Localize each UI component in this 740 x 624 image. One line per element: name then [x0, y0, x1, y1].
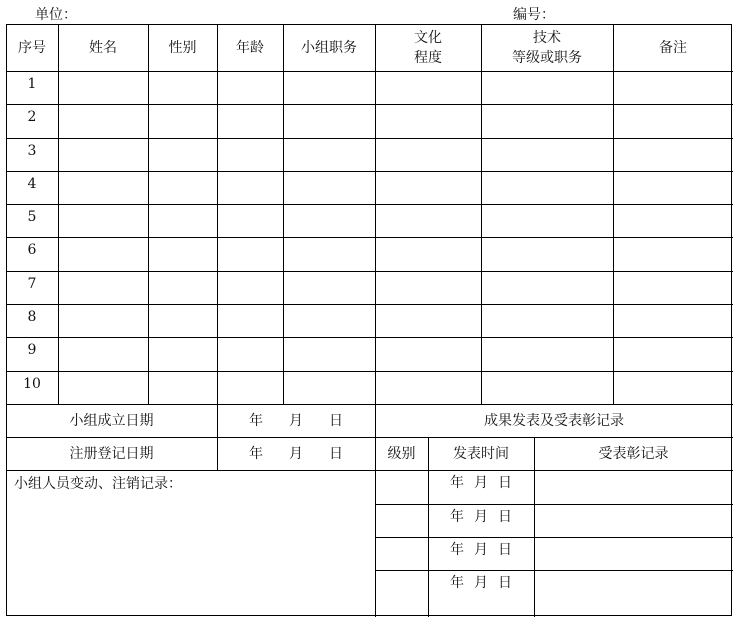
header-line: 程度: [414, 49, 442, 66]
level-cell[interactable]: [375, 504, 429, 538]
input-cell[interactable]: [148, 337, 218, 372]
year-label: 年: [450, 509, 464, 525]
level-cell[interactable]: [375, 537, 429, 571]
input-cell[interactable]: [148, 371, 218, 405]
input-cell[interactable]: [58, 171, 149, 205]
commendation-cell[interactable]: [534, 470, 733, 505]
header-line: 文化: [414, 29, 442, 46]
input-cell[interactable]: [148, 138, 218, 172]
row-number: 7: [6, 271, 59, 305]
col-header-name: 姓名: [58, 24, 149, 72]
year-label: 年: [450, 542, 464, 558]
row-number: 10: [6, 371, 59, 405]
level-header: 级别: [375, 437, 429, 471]
col-header-seq: 序号: [6, 24, 59, 72]
input-cell[interactable]: [283, 337, 376, 372]
input-cell[interactable]: [58, 104, 149, 139]
year-label: 年: [450, 575, 464, 591]
month-label: 月: [474, 542, 488, 558]
input-cell[interactable]: [58, 271, 149, 305]
month-label: 月: [474, 575, 488, 591]
input-cell[interactable]: [613, 237, 733, 272]
header-line: 等级或职务: [512, 49, 582, 66]
commendation-cell[interactable]: [534, 504, 733, 538]
group-registration-table: [6, 24, 732, 616]
input-cell[interactable]: [375, 237, 482, 272]
header-line: 技术: [533, 29, 561, 46]
input-cell[interactable]: [283, 204, 376, 238]
input-cell[interactable]: [58, 71, 149, 105]
col-header-gender: 性别: [148, 24, 218, 72]
col-header-tech-level: [481, 24, 614, 72]
commendation-cell[interactable]: [534, 570, 733, 617]
input-cell[interactable]: [283, 237, 376, 272]
row-number: 2: [6, 104, 59, 139]
row-number: 5: [6, 204, 59, 238]
input-cell[interactable]: [375, 138, 482, 172]
input-cell[interactable]: [613, 304, 733, 338]
input-cell[interactable]: [481, 337, 614, 372]
row-number: 9: [6, 337, 59, 372]
input-cell[interactable]: [217, 171, 284, 205]
input-cell[interactable]: [217, 237, 284, 272]
input-cell[interactable]: [481, 171, 614, 205]
month-label: 月: [289, 412, 303, 429]
level-cell[interactable]: [375, 470, 429, 505]
month-label: 月: [474, 509, 488, 525]
day-label: 日: [329, 412, 343, 429]
input-cell[interactable]: [481, 71, 614, 105]
publish-date-cell[interactable]: [428, 570, 535, 617]
input-cell[interactable]: [613, 271, 733, 305]
input-cell[interactable]: [283, 271, 376, 305]
day-label: 日: [498, 475, 512, 491]
row-number: 8: [6, 304, 59, 338]
month-label: 月: [474, 475, 488, 491]
input-cell[interactable]: [217, 271, 284, 305]
publish-date-cell[interactable]: [428, 537, 535, 571]
input-cell[interactable]: [217, 371, 284, 405]
input-cell[interactable]: [283, 104, 376, 139]
day-label: 日: [498, 575, 512, 591]
input-cell[interactable]: [481, 304, 614, 338]
input-cell[interactable]: [217, 304, 284, 338]
row-number: 3: [6, 138, 59, 172]
established-date-field[interactable]: [217, 404, 376, 438]
established-date-label: 小组成立日期: [6, 404, 218, 438]
col-header-role: 小组职务: [283, 24, 376, 72]
input-cell[interactable]: [613, 104, 733, 139]
day-label: 日: [498, 542, 512, 558]
input-cell[interactable]: [613, 138, 733, 172]
achievements-title: 成果发表及受表彰记录: [375, 404, 733, 438]
year-label: 年: [249, 445, 263, 462]
input-cell[interactable]: [283, 304, 376, 338]
input-cell[interactable]: [613, 337, 733, 372]
registered-date-label: 注册登记日期: [6, 437, 218, 471]
input-cell[interactable]: [217, 71, 284, 105]
month-label: 月: [289, 445, 303, 462]
input-cell[interactable]: [375, 104, 482, 139]
input-cell[interactable]: [613, 204, 733, 238]
publish-date-cell[interactable]: [428, 504, 535, 538]
input-cell[interactable]: [481, 271, 614, 305]
input-cell[interactable]: [481, 371, 614, 405]
unit-label: 单位：: [35, 7, 77, 23]
input-cell[interactable]: [58, 371, 149, 405]
input-cell[interactable]: [58, 337, 149, 372]
input-cell[interactable]: [375, 271, 482, 305]
number-label: 编号：: [513, 7, 555, 23]
input-cell[interactable]: [613, 371, 733, 405]
input-cell[interactable]: [148, 271, 218, 305]
input-cell[interactable]: [148, 304, 218, 338]
member-change-label: 小组人员变动、注销记录：: [14, 476, 182, 492]
input-cell[interactable]: [283, 71, 376, 105]
input-cell[interactable]: [375, 171, 482, 205]
day-label: 日: [329, 445, 343, 462]
row-number: 1: [6, 71, 59, 105]
row-number: 4: [6, 171, 59, 205]
input-cell[interactable]: [58, 304, 149, 338]
input-cell[interactable]: [148, 237, 218, 272]
input-cell[interactable]: [283, 138, 376, 172]
input-cell[interactable]: [375, 337, 482, 372]
publish-time-header: 发表时间: [428, 437, 535, 471]
input-cell[interactable]: [148, 71, 218, 105]
input-cell[interactable]: [613, 71, 733, 105]
input-cell[interactable]: [58, 138, 149, 172]
input-cell[interactable]: [375, 304, 482, 338]
input-cell[interactable]: [375, 204, 482, 238]
col-header-education: [375, 24, 482, 72]
input-cell[interactable]: [148, 171, 218, 205]
registered-date-field[interactable]: [217, 437, 376, 471]
level-cell[interactable]: [375, 570, 429, 617]
input-cell[interactable]: [613, 171, 733, 205]
input-cell[interactable]: [283, 171, 376, 205]
member-change-record[interactable]: [6, 470, 376, 617]
publish-date-cell[interactable]: [428, 470, 535, 505]
col-header-remarks: 备注: [613, 24, 733, 72]
input-cell[interactable]: [217, 138, 284, 172]
input-cell[interactable]: [375, 71, 482, 105]
input-cell[interactable]: [148, 204, 218, 238]
col-header-age: 年龄: [217, 24, 284, 72]
commendation-header: 受表彰记录: [534, 437, 733, 471]
day-label: 日: [498, 509, 512, 525]
input-cell[interactable]: [283, 371, 376, 405]
input-cell[interactable]: [481, 104, 614, 139]
input-cell[interactable]: [58, 237, 149, 272]
input-cell[interactable]: [481, 138, 614, 172]
input-cell[interactable]: [58, 204, 149, 238]
commendation-cell[interactable]: [534, 537, 733, 571]
input-cell[interactable]: [217, 104, 284, 139]
input-cell[interactable]: [375, 371, 482, 405]
input-cell[interactable]: [148, 104, 218, 139]
input-cell[interactable]: [481, 204, 614, 238]
input-cell[interactable]: [217, 337, 284, 372]
input-cell[interactable]: [217, 204, 284, 238]
year-label: 年: [450, 475, 464, 491]
year-label: 年: [249, 412, 263, 429]
input-cell[interactable]: [481, 237, 614, 272]
row-number: 6: [6, 237, 59, 272]
